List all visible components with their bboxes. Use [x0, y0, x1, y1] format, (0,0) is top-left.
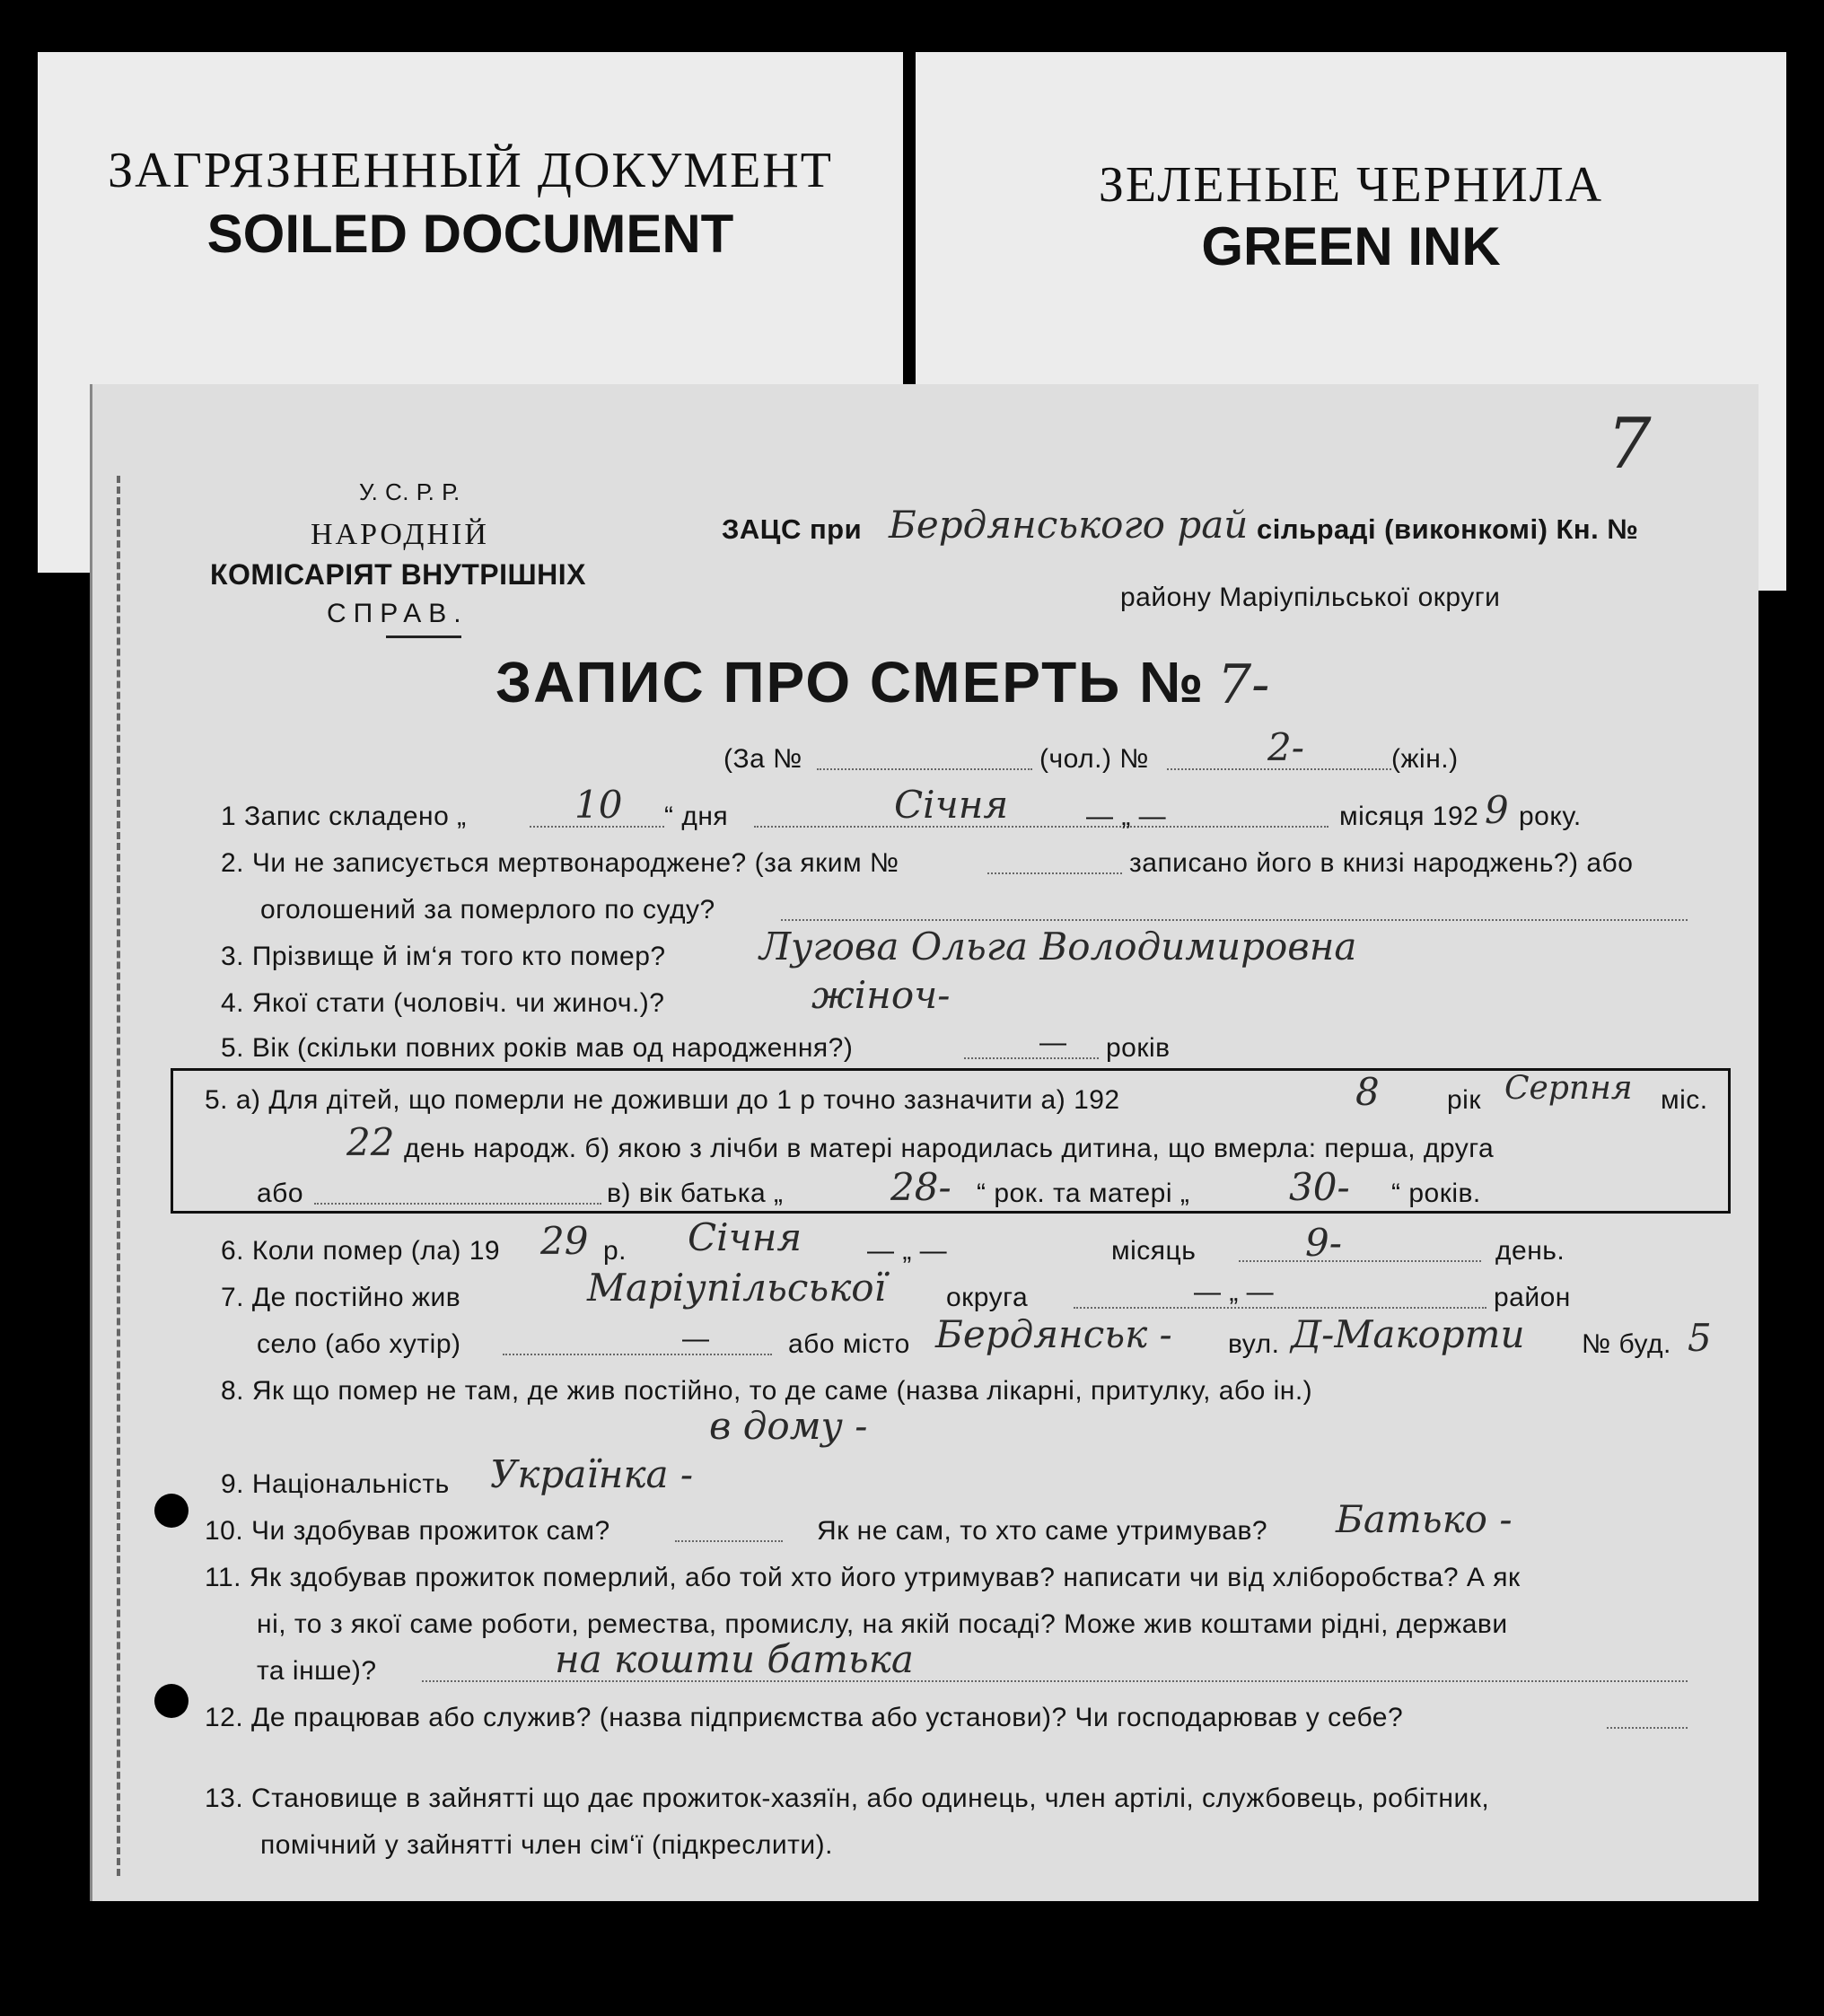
council-label: сільраді (виконкомі) Кн. № [1257, 513, 1639, 545]
green-ink-label-en: GREEN INK [1201, 216, 1501, 276]
row7-selo: село (або хутір) [257, 1329, 461, 1359]
ussr-header: У. С. Р. Р. [359, 478, 460, 505]
row5a-rokiv: “ років. [1391, 1179, 1481, 1208]
sub-zhin-label: (жін.) [1391, 744, 1459, 774]
commissariat-line2: КОМІСАРІЯТ ВНУТРІШНІХ [210, 558, 586, 591]
row5-label: 5. Вік (скільки повних років мав од народження?) [221, 1033, 854, 1063]
sheet-perforation [117, 476, 124, 1876]
death-year: 29 [540, 1219, 589, 1263]
row13-line2: помічний у зайнятті член сім‘ї (підкреслити). [260, 1830, 833, 1860]
row5a-year: 8 [1355, 1070, 1380, 1114]
sub-number-handwriting: 2- [1267, 725, 1304, 769]
row7-bud: № буд. [1582, 1329, 1671, 1359]
row6-dash: — „ — [867, 1236, 948, 1266]
row5-line [964, 1057, 1099, 1059]
row1-dash: — „ — [1086, 802, 1167, 831]
row1-month-line [754, 826, 1329, 828]
row10-line [675, 1540, 783, 1542]
row7-dash: — „ — [1194, 1277, 1275, 1307]
mother-age: 30- [1289, 1165, 1350, 1209]
commissariat-line1: НАРОДНІЙ [311, 518, 489, 551]
death-month: Січня [688, 1215, 802, 1259]
row5a-line2: день народж. б) якою з лічби в матері народилась дитина, що вмерла: перша, друга [404, 1134, 1495, 1163]
zags-district-handwriting: Бердянського рай [889, 503, 1249, 547]
row5a-abo-line [314, 1203, 601, 1205]
row2-label: 2. Чи не записується мертвонароджене? (за яким № [221, 848, 899, 878]
row11-line1: 11. Як здобував прожиток померлий, або той хто його утримував? написати чи від хліборобства? А як [205, 1563, 1521, 1592]
soiled-label-en: SOILED DOCUMENT [206, 204, 734, 264]
residence-street: Д-Макорти [1291, 1312, 1525, 1356]
row5a-abo: або [257, 1179, 304, 1208]
row6-r: р. [603, 1236, 627, 1266]
row6-den: день. [1495, 1236, 1565, 1266]
row1-label: 1 Запис складено „ [221, 802, 467, 831]
residence-house: 5 [1688, 1316, 1712, 1360]
sub-za-label: (За № [723, 744, 802, 774]
row7-okruga: округа [946, 1283, 1029, 1312]
sub-za-line [817, 768, 1032, 770]
father-age: 28- [890, 1165, 951, 1209]
nationality: Українка - [490, 1452, 694, 1496]
row1-roku: року. [1519, 802, 1582, 831]
place-of-death: в дому - [709, 1404, 868, 1448]
death-day: 9- [1305, 1221, 1342, 1265]
row1-year: 9 [1485, 788, 1509, 832]
row7-label: 7. Де постійно жив [221, 1283, 461, 1312]
row4-label: 4. Якої стати (чоловіч. чи жиноч.)? [221, 988, 665, 1018]
zags-label: ЗАЦС при [722, 513, 863, 545]
row5-dash: — [1039, 1028, 1067, 1057]
row7-selo-line [503, 1354, 772, 1355]
row3-label: 3. Прізвище й ім‘я того кто помер? [221, 942, 666, 971]
row5a-day: 22 [346, 1120, 395, 1164]
record-title: ЗАПИС ПРО СМЕРТЬ № [495, 650, 1206, 714]
row5-rokiv: років [1106, 1033, 1171, 1063]
row2-label-c: оголошений за померлого по суду? [260, 895, 715, 925]
soiled-label-ru: ЗАГРЯЗНЕННЫЙ ДОКУМЕНТ [108, 143, 833, 198]
row5a-father-label: в) вік батька „ [607, 1179, 784, 1208]
row6-label: 6. Коли помер (ла) 19 [221, 1236, 501, 1266]
row7-misto: або місто [788, 1329, 910, 1359]
row6-day-line [1239, 1260, 1481, 1262]
binder-hole [154, 1684, 189, 1718]
row1-day: 10 [574, 783, 623, 827]
row1-month: Січня [894, 783, 1009, 827]
row5a-rik: рік [1447, 1085, 1481, 1115]
row7-selo-dash: — [682, 1324, 710, 1354]
row2-line [987, 872, 1122, 874]
residence-city: Бердянськ - [935, 1312, 1172, 1356]
row5a-month: Серпня [1504, 1070, 1633, 1107]
commissariat-line3: СПРАВ. [327, 599, 469, 628]
row7-raion: район [1494, 1283, 1571, 1312]
supported-by: Батько - [1336, 1497, 1513, 1541]
row5a-mis: міс. [1661, 1085, 1708, 1115]
binder-hole [154, 1494, 189, 1528]
row12-line [1607, 1727, 1688, 1729]
district-label: району Маріупільської округи [1120, 583, 1501, 612]
row11-line3: та інше)? [257, 1656, 377, 1686]
row9-label: 9. Національність [221, 1469, 450, 1499]
row1-den: “ дня [664, 802, 729, 831]
means-of-living: на кошти батька [555, 1637, 914, 1681]
row2-answer-line [781, 919, 1688, 921]
header-rule [386, 635, 461, 638]
row6-misyats: місяць [1111, 1236, 1197, 1266]
row8-label: 8. Як що помер не там, де жив постійно, то де саме (назва лікарні, притулку, або ін.) [221, 1376, 1313, 1406]
row2-label-b: записано його в книзі народжень?) або [1129, 848, 1634, 878]
green-ink-label-ru: ЗЕЛЕНЫЕ ЧЕРНИЛА [1098, 157, 1604, 213]
row12-label: 12. Де працював або служив? (назва підприємства або установи)? Чи господарював у себе? [205, 1703, 1404, 1732]
row10-label: 10. Чи здобував прожиток сам? [205, 1516, 610, 1546]
sex-answer: жіноч- [811, 973, 951, 1017]
corner-number: 7 [1607, 404, 1652, 485]
residence-okruga: Маріупільської [587, 1266, 887, 1310]
row11-line2: ні, то з якої саме роботи, ремества, промислу, на якій посаді? Може жив коштами рідні, держави [257, 1609, 1508, 1639]
row7-line [1074, 1307, 1486, 1309]
row1-misyatsya: місяця 192 [1339, 802, 1479, 831]
row13-line1: 13. Становище в зайнятті що дає прожиток-хазяїн, або одинець, член артілі, службовець, робітник, [205, 1784, 1490, 1813]
row10-label-b: Як не сам, то хто саме утримував? [817, 1516, 1268, 1546]
row7-vul: вул. [1228, 1329, 1280, 1359]
sub-chol-label: (чол.) № [1039, 744, 1149, 774]
record-number: 7- [1217, 653, 1270, 716]
deceased-name: Лугова Ольга Володимировна [759, 925, 1357, 969]
row5a-line1: 5. а) Для дітей, що померли не доживши до 1 р точно зазначити а) 192 [205, 1085, 1120, 1115]
row5a-mother-label: “ рок. та матері „ [977, 1179, 1190, 1208]
